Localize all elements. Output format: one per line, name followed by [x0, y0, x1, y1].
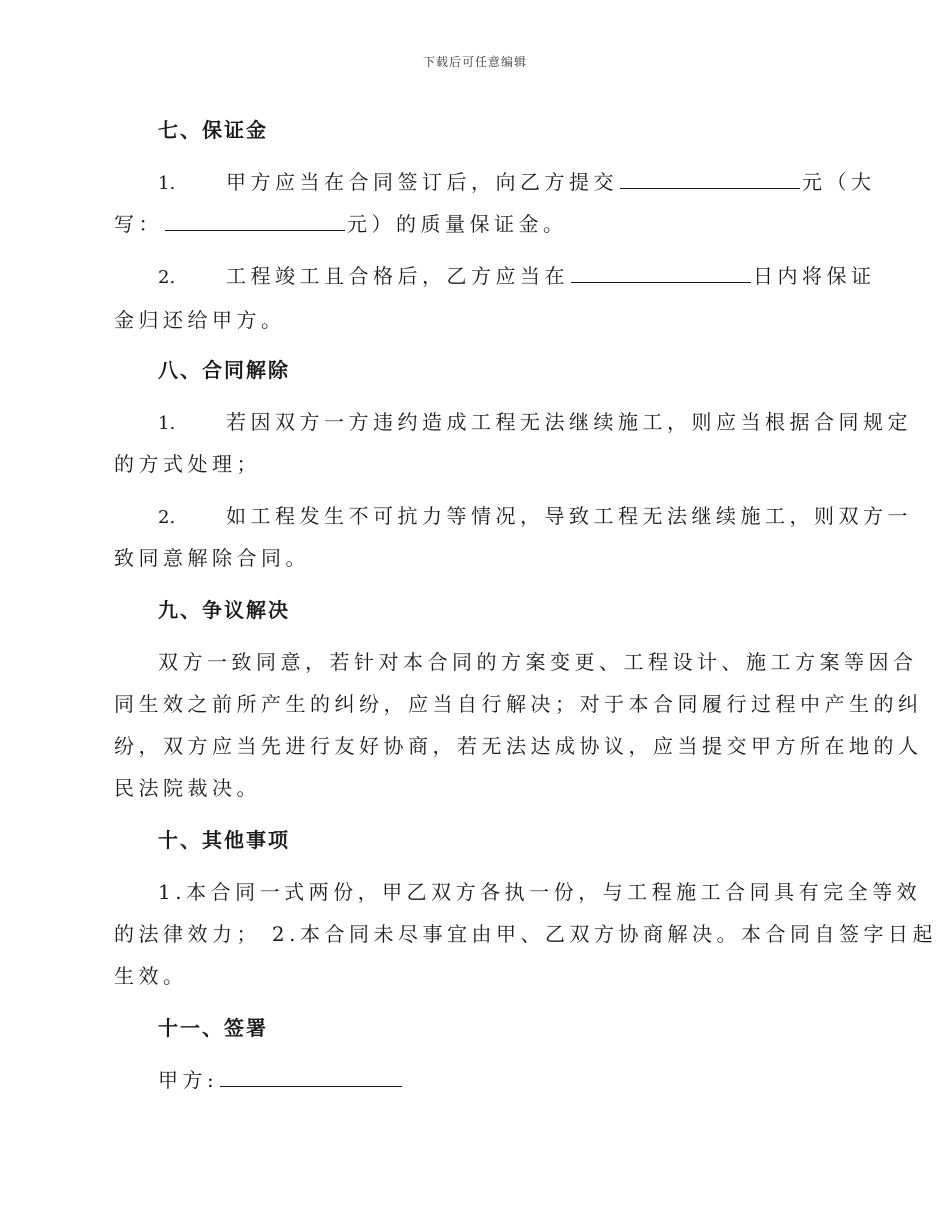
section-heading-signature: 十一、签署: [158, 1016, 268, 1040]
deposit-amount-blank[interactable]: [620, 170, 800, 189]
deposit-item-1-line-2: [114, 208, 834, 237]
deposit-item-2-line-2: 金归还给甲方。: [114, 308, 286, 332]
item-number: 2.: [158, 507, 176, 528]
other-line-2: 的法律效力； 2.本合同未尽事宜由甲、乙双方协商解决。本合同自签字日起: [114, 922, 937, 946]
party-a-signature-line: [114, 1064, 878, 1093]
item-number: 2.: [158, 267, 176, 288]
termination-item-2-line-2: 致同意解除合同。: [114, 546, 310, 570]
party-a-label: 甲方:: [158, 1068, 219, 1092]
item-number: 1.: [158, 173, 176, 194]
termination-item-1-line-1: [114, 406, 912, 435]
deposit-item-1-text-4: 元）的质量保证金。: [347, 212, 568, 236]
other-line-3: 生效。: [114, 964, 188, 988]
deposit-item-1-text-2: 元（大: [802, 170, 876, 194]
item-number: 1.: [158, 413, 176, 434]
termination-item-2-text: 如工程发生不可抗力等情况，导致工程无法继续施工，则双方一: [226, 504, 912, 528]
deposit-return-days-blank[interactable]: [571, 264, 751, 283]
dispute-line-4: 民法院裁决。: [114, 776, 261, 800]
termination-item-1-line-2: 的方式处理；: [114, 452, 261, 476]
section-heading-termination: 八、合同解除: [158, 358, 290, 382]
deposit-amount-capital-blank[interactable]: [165, 212, 345, 231]
deposit-item-1-text-3: 写：: [114, 212, 163, 236]
deposit-item-2-text: 工程竣工且合格后，乙方应当在: [226, 264, 569, 288]
termination-item-1-text: 若因双方一方违约造成工程无法继续施工，则应当根据合同规定: [226, 410, 912, 434]
deposit-item-2-line-1: [114, 260, 876, 289]
section-heading-other: 十、其他事项: [158, 828, 290, 852]
party-a-signature-blank[interactable]: [220, 1068, 402, 1087]
deposit-item-1-text: 甲方应当在合同签订后，向乙方提交: [226, 170, 618, 194]
other-line-1: 1.本合同一式两份，甲乙双方各执一份，与工程施工合同具有完全等效: [158, 880, 922, 904]
deposit-item-1-line-1: [114, 166, 876, 195]
page-header-note: 下载后可任意编辑: [422, 55, 527, 69]
section-heading-dispute: 九、争议解决: [158, 598, 290, 622]
dispute-line-2: 同生效之前所产生的纠纷，应当自行解决；对于本合同履行过程中产生的纠: [114, 692, 923, 716]
dispute-line-3: 纷，双方应当先进行友好协商，若无法达成协议，应当提交甲方所在地的人: [114, 734, 923, 758]
dispute-line-1: 双方一致同意，若针对本合同的方案变更、工程设计、施工方案等因合: [158, 650, 918, 674]
termination-item-2-line-1: [114, 500, 912, 529]
section-heading-deposit: 七、保证金: [158, 118, 268, 142]
deposit-item-2-text-2: 日内将保证: [753, 264, 876, 288]
